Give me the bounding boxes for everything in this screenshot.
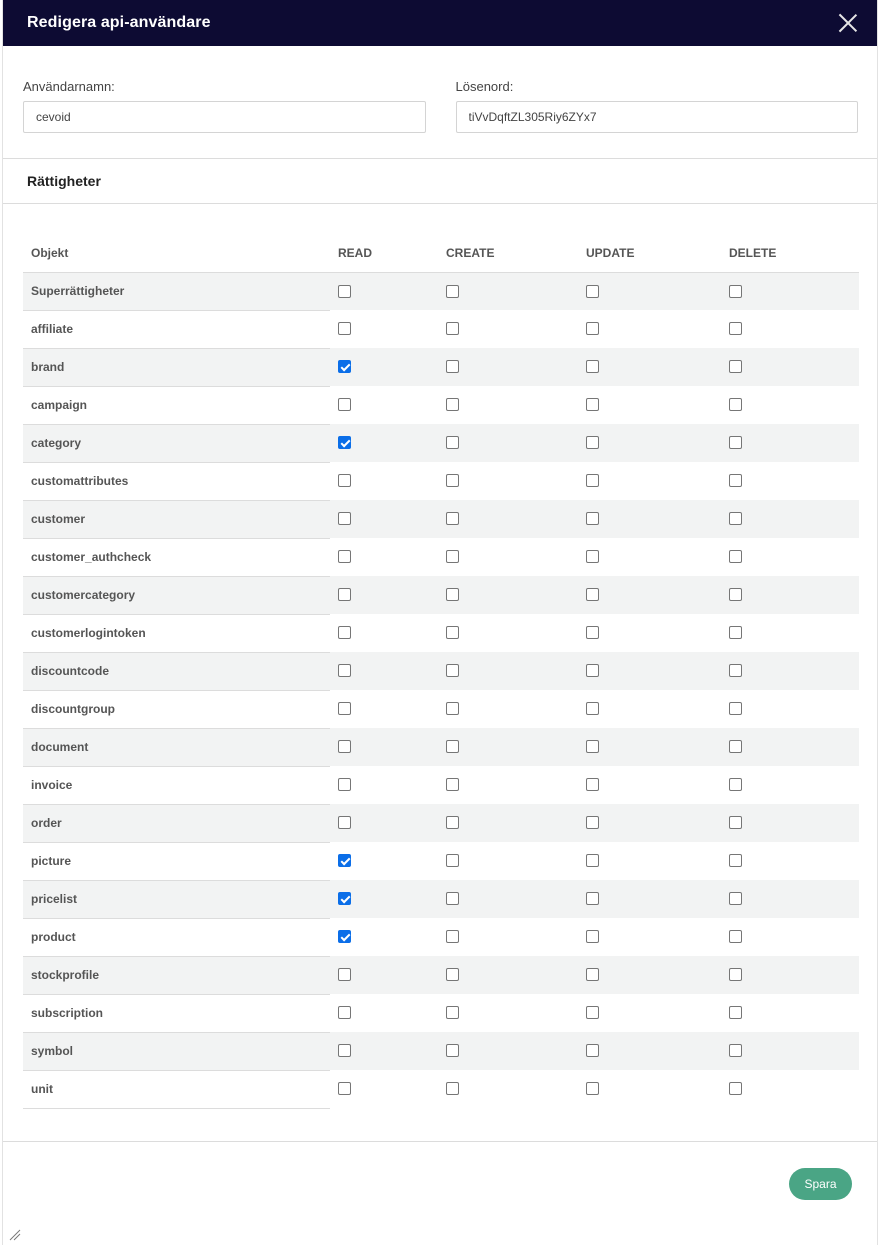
read-cell	[330, 842, 438, 880]
delete-checkbox[interactable]	[729, 702, 742, 715]
create-cell	[438, 310, 578, 348]
delete-checkbox[interactable]	[729, 512, 742, 525]
update-cell	[578, 690, 721, 728]
delete-checkbox[interactable]	[729, 1082, 742, 1095]
update-checkbox[interactable]	[586, 550, 599, 563]
create-checkbox[interactable]	[446, 778, 459, 791]
read-checkbox[interactable]	[338, 892, 351, 905]
create-checkbox[interactable]	[446, 322, 459, 335]
object-name: symbol	[23, 1032, 330, 1070]
table-row	[23, 842, 859, 880]
delete-cell	[721, 538, 859, 576]
modal-header	[3, 0, 877, 46]
delete-cell	[721, 880, 859, 918]
table-row	[23, 652, 859, 690]
delete-cell	[721, 614, 859, 652]
update-cell	[578, 918, 721, 956]
update-checkbox[interactable]	[586, 512, 599, 525]
create-cell	[438, 956, 578, 994]
column-header-update: UPDATE	[578, 234, 721, 272]
delete-cell	[721, 652, 859, 690]
read-checkbox[interactable]	[338, 436, 351, 449]
column-header-object: Objekt	[23, 234, 330, 272]
read-checkbox[interactable]	[338, 474, 351, 487]
read-cell	[330, 880, 438, 918]
table-row	[23, 1070, 859, 1108]
read-cell	[330, 462, 438, 500]
object-name: brand	[23, 348, 330, 386]
delete-checkbox[interactable]	[729, 1006, 742, 1019]
read-cell	[330, 652, 438, 690]
create-cell	[438, 728, 578, 766]
create-checkbox[interactable]	[446, 398, 459, 411]
update-cell	[578, 880, 721, 918]
create-checkbox[interactable]	[446, 512, 459, 525]
delete-checkbox[interactable]	[729, 588, 742, 601]
read-checkbox[interactable]	[338, 1006, 351, 1019]
update-checkbox[interactable]	[586, 664, 599, 677]
create-checkbox[interactable]	[446, 664, 459, 677]
table-row	[23, 804, 859, 842]
read-checkbox[interactable]	[338, 740, 351, 753]
read-checkbox[interactable]	[338, 664, 351, 677]
delete-cell	[721, 1032, 859, 1070]
column-header-read: READ	[330, 234, 438, 272]
delete-cell	[721, 728, 859, 766]
create-checkbox[interactable]	[446, 285, 459, 298]
read-checkbox[interactable]	[338, 398, 351, 411]
read-checkbox[interactable]	[338, 702, 351, 715]
delete-checkbox[interactable]	[729, 550, 742, 563]
password-label: Lösenord:	[455, 79, 514, 94]
create-cell	[438, 386, 578, 424]
read-cell	[330, 1070, 438, 1108]
read-checkbox[interactable]	[338, 930, 351, 943]
update-cell	[578, 766, 721, 804]
update-cell	[578, 994, 721, 1032]
table-row	[23, 1032, 859, 1070]
delete-checkbox[interactable]	[729, 1044, 742, 1057]
create-cell	[438, 880, 578, 918]
update-cell	[578, 652, 721, 690]
delete-checkbox[interactable]	[729, 930, 742, 943]
update-checkbox[interactable]	[586, 816, 599, 829]
create-cell	[438, 1070, 578, 1108]
update-checkbox[interactable]	[586, 474, 599, 487]
object-name: invoice	[23, 766, 330, 804]
read-cell	[330, 728, 438, 766]
permissions-title: Rättigheter	[27, 173, 101, 189]
update-cell	[578, 386, 721, 424]
delete-checkbox[interactable]	[729, 474, 742, 487]
create-checkbox[interactable]	[446, 1044, 459, 1057]
read-cell	[330, 918, 438, 956]
read-cell	[330, 348, 438, 386]
username-group	[23, 79, 426, 158]
object-name: campaign	[23, 386, 330, 424]
update-cell	[578, 1070, 721, 1108]
delete-cell	[721, 500, 859, 538]
update-cell	[578, 1032, 721, 1070]
delete-checkbox[interactable]	[729, 854, 742, 867]
username-input[interactable]	[23, 101, 426, 133]
read-cell	[330, 614, 438, 652]
read-checkbox[interactable]	[338, 778, 351, 791]
create-cell	[438, 576, 578, 614]
read-cell	[330, 538, 438, 576]
delete-cell	[721, 310, 859, 348]
object-name: document	[23, 728, 330, 766]
object-name: discountcode	[23, 652, 330, 690]
update-checkbox[interactable]	[586, 702, 599, 715]
update-cell	[578, 956, 721, 994]
read-cell	[330, 1032, 438, 1070]
delete-checkbox[interactable]	[729, 436, 742, 449]
table-row	[23, 576, 859, 614]
delete-cell	[721, 994, 859, 1032]
update-cell	[578, 272, 721, 310]
object-name: customerlogintoken	[23, 614, 330, 652]
password-group	[456, 79, 859, 158]
delete-checkbox[interactable]	[729, 892, 742, 905]
update-checkbox[interactable]	[586, 1006, 599, 1019]
table-row	[23, 272, 859, 310]
delete-cell	[721, 766, 859, 804]
create-checkbox[interactable]	[446, 626, 459, 639]
permissions-header	[3, 159, 877, 204]
read-cell	[330, 310, 438, 348]
read-cell	[330, 500, 438, 538]
update-checkbox[interactable]	[586, 436, 599, 449]
create-cell	[438, 614, 578, 652]
read-cell	[330, 804, 438, 842]
resize-handle-icon[interactable]	[9, 1229, 21, 1241]
read-checkbox[interactable]	[338, 588, 351, 601]
update-cell	[578, 614, 721, 652]
username-label: Användarnamn:	[23, 79, 115, 94]
read-checkbox[interactable]	[338, 626, 351, 639]
object-name: subscription	[23, 994, 330, 1032]
object-name: order	[23, 804, 330, 842]
table-row	[23, 462, 859, 500]
create-checkbox[interactable]	[446, 550, 459, 563]
delete-checkbox[interactable]	[729, 740, 742, 753]
read-checkbox[interactable]	[338, 512, 351, 525]
read-cell	[330, 956, 438, 994]
update-checkbox[interactable]	[586, 285, 599, 298]
object-name: customercategory	[23, 576, 330, 614]
read-cell	[330, 386, 438, 424]
read-checkbox[interactable]	[338, 968, 351, 981]
table-row	[23, 500, 859, 538]
create-checkbox[interactable]	[446, 930, 459, 943]
create-cell	[438, 1032, 578, 1070]
delete-cell	[721, 690, 859, 728]
table-row	[23, 728, 859, 766]
update-checkbox[interactable]	[586, 626, 599, 639]
table-row	[23, 538, 859, 576]
create-checkbox[interactable]	[446, 474, 459, 487]
read-checkbox[interactable]	[338, 854, 351, 867]
edit-api-user-modal	[2, 0, 878, 1245]
read-cell	[330, 766, 438, 804]
delete-cell	[721, 842, 859, 880]
create-checkbox[interactable]	[446, 854, 459, 867]
object-name: Superrättigheter	[23, 272, 330, 310]
update-checkbox[interactable]	[586, 588, 599, 601]
read-checkbox[interactable]	[338, 816, 351, 829]
delete-checkbox[interactable]	[729, 778, 742, 791]
table-row	[23, 766, 859, 804]
delete-cell	[721, 804, 859, 842]
create-checkbox[interactable]	[446, 892, 459, 905]
table-row	[23, 994, 859, 1032]
delete-cell	[721, 956, 859, 994]
create-cell	[438, 918, 578, 956]
object-name: customattributes	[23, 462, 330, 500]
object-name: discountgroup	[23, 690, 330, 728]
table-row	[23, 690, 859, 728]
create-cell	[438, 652, 578, 690]
read-checkbox[interactable]	[338, 550, 351, 563]
update-cell	[578, 576, 721, 614]
update-cell	[578, 424, 721, 462]
create-checkbox[interactable]	[446, 702, 459, 715]
update-checkbox[interactable]	[586, 360, 599, 373]
read-checkbox[interactable]	[338, 360, 351, 373]
object-name: customer	[23, 500, 330, 538]
create-checkbox[interactable]	[446, 968, 459, 981]
delete-checkbox[interactable]	[729, 968, 742, 981]
credentials-section	[3, 46, 877, 159]
create-cell	[438, 690, 578, 728]
permissions-table-body	[23, 272, 859, 1108]
read-cell	[330, 576, 438, 614]
column-header-delete: DELETE	[721, 234, 859, 272]
delete-cell	[721, 1070, 859, 1108]
permissions-table	[23, 234, 859, 1109]
create-cell	[438, 994, 578, 1032]
save-button[interactable]: Spara	[789, 1168, 852, 1200]
object-name: unit	[23, 1070, 330, 1108]
table-row	[23, 424, 859, 462]
create-checkbox[interactable]	[446, 360, 459, 373]
update-checkbox[interactable]	[586, 854, 599, 867]
read-cell	[330, 994, 438, 1032]
read-cell	[330, 272, 438, 310]
delete-cell	[721, 576, 859, 614]
update-checkbox[interactable]	[586, 778, 599, 791]
delete-checkbox[interactable]	[729, 626, 742, 639]
delete-checkbox[interactable]	[729, 816, 742, 829]
table-row	[23, 310, 859, 348]
create-cell	[438, 500, 578, 538]
password-input[interactable]	[456, 101, 859, 133]
create-cell	[438, 766, 578, 804]
read-checkbox[interactable]	[338, 322, 351, 335]
object-name: category	[23, 424, 330, 462]
update-checkbox[interactable]	[586, 892, 599, 905]
update-checkbox[interactable]	[586, 1082, 599, 1095]
create-checkbox[interactable]	[446, 740, 459, 753]
update-checkbox[interactable]	[586, 968, 599, 981]
create-checkbox[interactable]	[446, 588, 459, 601]
object-name: pricelist	[23, 880, 330, 918]
update-checkbox[interactable]	[586, 1044, 599, 1057]
close-icon[interactable]	[838, 13, 858, 33]
permissions-table-wrap	[3, 204, 877, 1109]
object-name: stockprofile	[23, 956, 330, 994]
read-cell	[330, 424, 438, 462]
read-checkbox[interactable]	[338, 1082, 351, 1095]
delete-cell	[721, 918, 859, 956]
table-row	[23, 880, 859, 918]
table-row	[23, 386, 859, 424]
update-cell	[578, 842, 721, 880]
table-row	[23, 614, 859, 652]
delete-checkbox[interactable]	[729, 398, 742, 411]
create-cell	[438, 348, 578, 386]
update-cell	[578, 310, 721, 348]
create-checkbox[interactable]	[446, 816, 459, 829]
update-cell	[578, 728, 721, 766]
create-checkbox[interactable]	[446, 1082, 459, 1095]
object-name: customer_authcheck	[23, 538, 330, 576]
update-cell	[578, 500, 721, 538]
object-name: picture	[23, 842, 330, 880]
delete-cell	[721, 386, 859, 424]
object-name: affiliate	[23, 310, 330, 348]
create-cell	[438, 538, 578, 576]
create-cell	[438, 842, 578, 880]
create-cell	[438, 272, 578, 310]
update-checkbox[interactable]	[586, 322, 599, 335]
create-cell	[438, 462, 578, 500]
update-cell	[578, 804, 721, 842]
delete-cell	[721, 272, 859, 310]
delete-checkbox[interactable]	[729, 322, 742, 335]
delete-cell	[721, 462, 859, 500]
create-cell	[438, 424, 578, 462]
update-cell	[578, 538, 721, 576]
delete-checkbox[interactable]	[729, 285, 742, 298]
table-row	[23, 956, 859, 994]
create-cell	[438, 804, 578, 842]
table-row	[23, 348, 859, 386]
delete-cell	[721, 348, 859, 386]
create-checkbox[interactable]	[446, 436, 459, 449]
delete-checkbox[interactable]	[729, 360, 742, 373]
modal-title: Redigera api-användare	[27, 14, 211, 31]
modal-footer	[3, 1141, 877, 1245]
table-row	[23, 918, 859, 956]
read-cell	[330, 690, 438, 728]
delete-checkbox[interactable]	[729, 664, 742, 677]
delete-cell	[721, 424, 859, 462]
update-checkbox[interactable]	[586, 398, 599, 411]
column-header-create: CREATE	[438, 234, 578, 272]
read-checkbox[interactable]	[338, 1044, 351, 1057]
read-checkbox[interactable]	[338, 285, 351, 298]
update-cell	[578, 348, 721, 386]
update-cell	[578, 462, 721, 500]
create-checkbox[interactable]	[446, 1006, 459, 1019]
object-name: product	[23, 918, 330, 956]
table-header-row	[23, 234, 859, 272]
update-checkbox[interactable]	[586, 930, 599, 943]
update-checkbox[interactable]	[586, 740, 599, 753]
